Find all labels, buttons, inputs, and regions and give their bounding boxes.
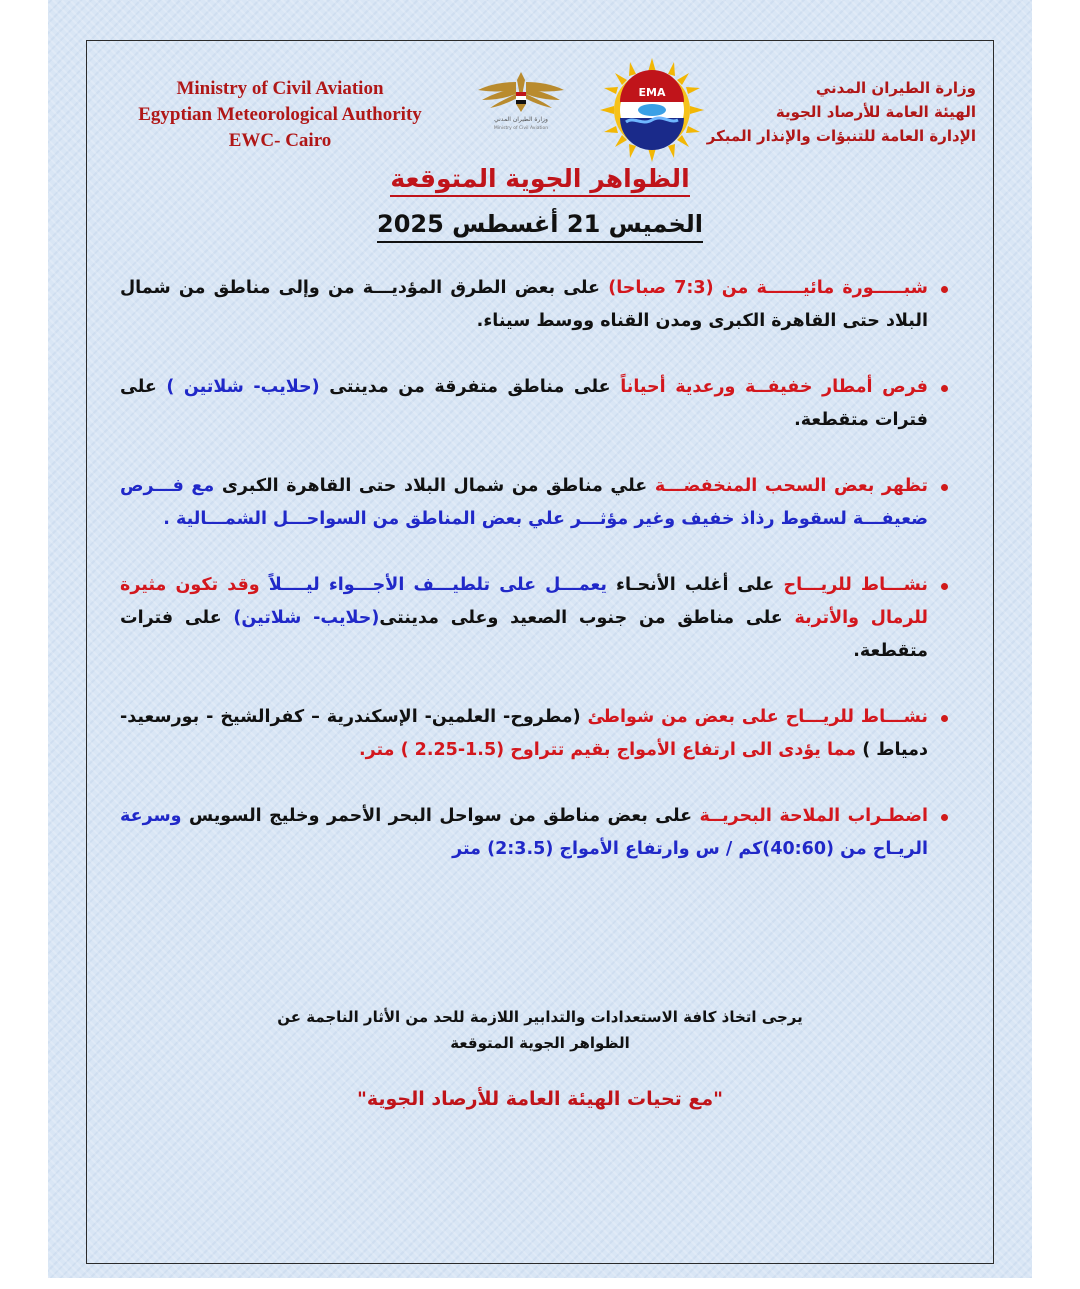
rain-phrase: فرص أمطار خفيفــة ورعدية أحياناً — [620, 377, 928, 397]
coastal-places: (مطروح- العلمين- الإسكندرية – كفرالشيخ - بورسعيد- دمياط ) — [120, 707, 928, 760]
ministry-wings-logo — [476, 66, 566, 132]
forecast-item-navigation — [120, 800, 950, 866]
rain-cities: (حلايب- شلاتين ) — [166, 377, 320, 397]
logo-caption-en: Ministry of Civil Aviation — [493, 126, 549, 131]
winds-effect: يعمـــل على تلطيـــف الأجـــواء ليــــلاً — [268, 575, 607, 595]
forecast-list — [120, 272, 950, 866]
bulletin-title — [300, 164, 780, 193]
forecast-item-low-clouds — [120, 470, 950, 536]
ministry-name-en: Ministry of Civil Aviation — [176, 78, 384, 99]
drizzle-note: مع فـــرص ضعيفـــة لسقوط رذاذ خفيف وغير مؤثـــر علي بعض المناطق من السواحـــل الشمـــالية . — [120, 476, 928, 529]
arabic-header — [656, 76, 976, 148]
ema-logo-text: EMA — [638, 86, 666, 99]
department-name-ar: الإدارة العامة للتنبؤات والإنذار المبكر — [706, 127, 976, 145]
closing-advice — [180, 1004, 900, 1056]
forecast-item-fog — [120, 272, 950, 338]
navigation-phrase: اضطـراب الملاحة البحريــة — [699, 806, 928, 826]
sand-dust-cities: (حلايب- شلاتين) — [233, 608, 380, 628]
authority-name-en: Egyptian Meteorological Authority — [138, 104, 422, 125]
fog-details: على بعض الطرق المؤديـــة من وإلى مناطق من شمال البلاد حتى القاهرة الكبرى ومدن القناه ووسط سيناء. — [120, 278, 928, 331]
rain-timing: على فترات متقطعة. — [120, 377, 928, 430]
signoff-greeting: "مع تحيات الهيئة العامة للأرصاد الجوية" — [356, 1088, 724, 1110]
rain-areas: على مناطق متفرقة من مدينتى — [319, 377, 621, 397]
sand-dust-timing: على فترات متقطعة. — [120, 608, 928, 661]
bulletin-title-text: الظواهر الجوية المتوقعة — [390, 164, 689, 197]
logo-caption-ar: وزارة الطيران المدني — [494, 116, 548, 123]
bulletin-date — [300, 210, 780, 238]
english-header — [110, 76, 450, 154]
sand-dust-note: وقد تكون مثيرة للرمال والأتربة — [120, 575, 928, 628]
fog-phrase: شبـــــورة مائيــــــة من (7:3 صباحا) — [608, 278, 928, 298]
ministry-name-ar: وزارة الطيران المدني — [815, 79, 976, 97]
winds-phrase: نشـــاط للريـــاح — [783, 575, 928, 595]
forecast-item-coastal-winds — [120, 701, 950, 767]
closing-line-2: الظواهر الجوية المتوقعة — [450, 1034, 630, 1052]
forecast-item-winds — [120, 569, 950, 668]
navigation-areas: على بعض مناطق من سواحل البحر الأحمر وخليج السويس — [181, 806, 700, 826]
coastal-winds-phrase: نشـــاط للريـــاح على بعض من شواطئ — [587, 707, 928, 727]
clouds-phrase: تظهر بعض السحب المنخفضـــة — [654, 476, 928, 496]
clouds-areas: علي مناطق من شمال البلاد حتى القاهرة الكبرى — [214, 476, 655, 496]
wave-height-note: مما يؤدى الى ارتفاع الأمواج بقيم تتراوح (1.5-2.25 ) متر. — [358, 740, 857, 760]
sand-dust-areas: على مناطق من جنوب الصعيد وعلى مدينتى — [379, 608, 795, 628]
forecast-item-rain — [120, 371, 950, 437]
closing-line-1: يرجى اتخاذ كافة الاستعدادات والتدابير اللازمة للحد من الأثار الناجمة عن — [277, 1008, 803, 1026]
bulletin-date-text: الخميس 21 أغسطس 2025 — [377, 210, 703, 243]
winds-areas: على أغلب الأنحـاء — [606, 575, 784, 595]
authority-name-ar: الهيئة العامة للأرصاد الجوية — [775, 103, 976, 121]
center-name-en: EWC- Cairo — [228, 130, 332, 151]
wind-wave-speeds: وسرعة الريـاح من (40:60)كم / س وارتفاع الأمواج (2:3.5) متر — [120, 806, 928, 859]
